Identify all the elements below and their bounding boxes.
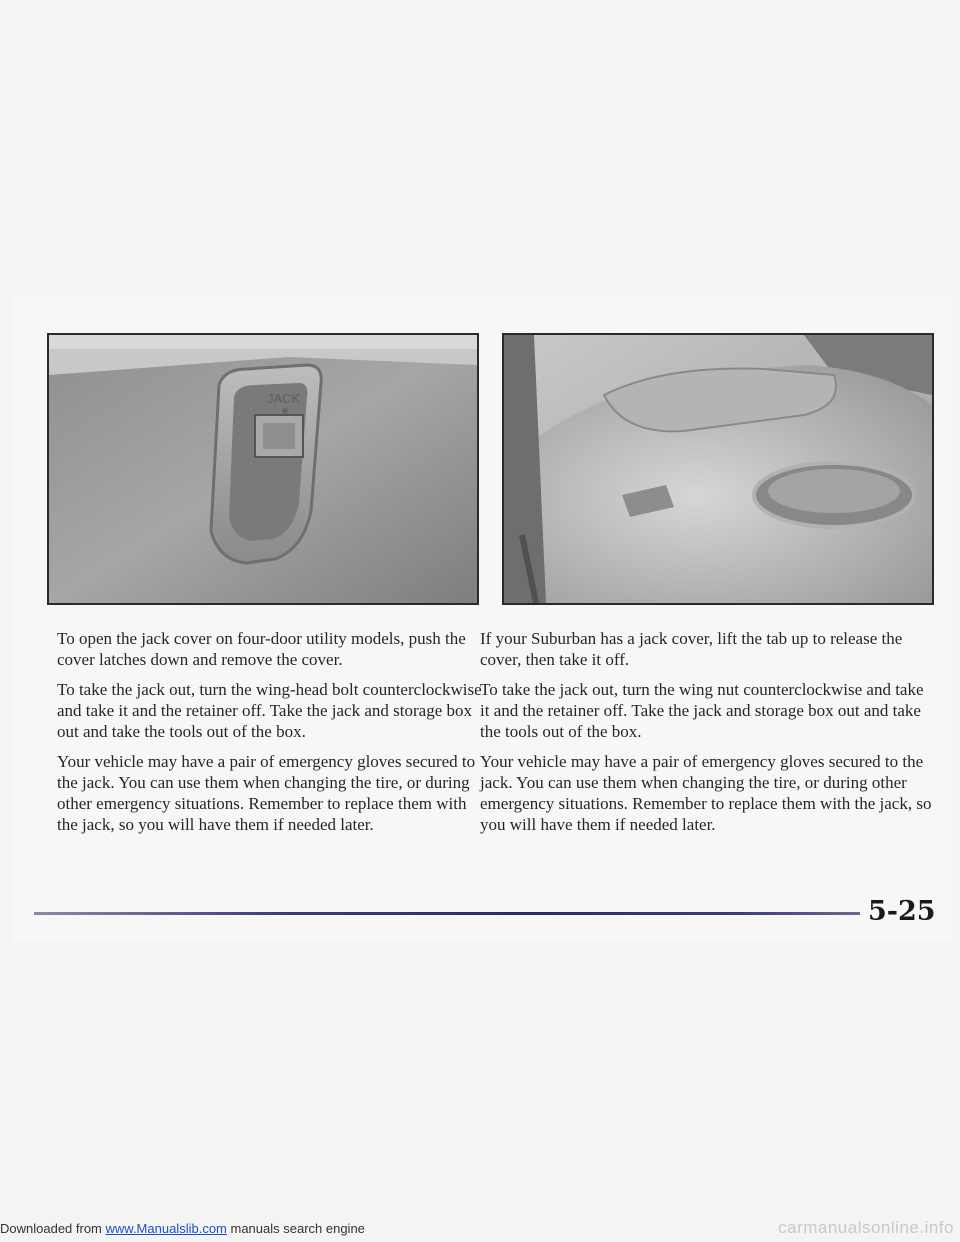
jack-cover-photo-left <box>47 333 479 605</box>
footer-prefix: Downloaded from <box>0 1221 106 1236</box>
right-paragraph-2: To take the jack out, turn the wing nut counterclockwise and take it and the retainer off. Take the jack and storage box out and take the tools out of the box. <box>480 680 924 741</box>
left-paragraph-1: To open the jack cover on four-door utility models, push the cover latches down and remove the cover. <box>57 629 466 669</box>
watermark-text: carmanualsonline.info <box>778 1218 954 1237</box>
cargo-area-photo-right <box>502 333 934 605</box>
jack-label-text: JACK <box>267 391 301 406</box>
download-footer <box>0 1221 365 1236</box>
left-paragraph-2: To take the jack out, turn the wing-head bolt counterclockwise and take it and the retainer off. Take the jack and storage box out and take the tools out of the box. <box>57 680 482 741</box>
left-paragraph-3: Your vehicle may have a pair of emergency gloves secured to the jack. You can use them when changing the tire, or during other emergency situations. Remember to replace them with the jack, so you will have them if needed later. <box>57 752 476 834</box>
right-text-column <box>480 628 935 844</box>
cargo-area-illustration <box>504 335 932 603</box>
manualslib-link[interactable]: www.Manualslib.com <box>105 1221 227 1236</box>
footer-rule <box>34 912 860 915</box>
jack-cover-illustration <box>49 335 477 603</box>
left-text-column <box>57 628 487 844</box>
right-paragraph-1: If your Suburban has a jack cover, lift the tab up to release the cover, then take it off. <box>480 629 903 669</box>
right-paragraph-3: Your vehicle may have a pair of emergency gloves secured to the jack. You can use them when changing the tire, or during other emergency situations. Remember to replace them with the jack, so you will have them if needed later. <box>480 752 932 834</box>
page-number: 5-25 <box>868 896 936 927</box>
footer-suffix: manuals search engine <box>226 1221 365 1236</box>
